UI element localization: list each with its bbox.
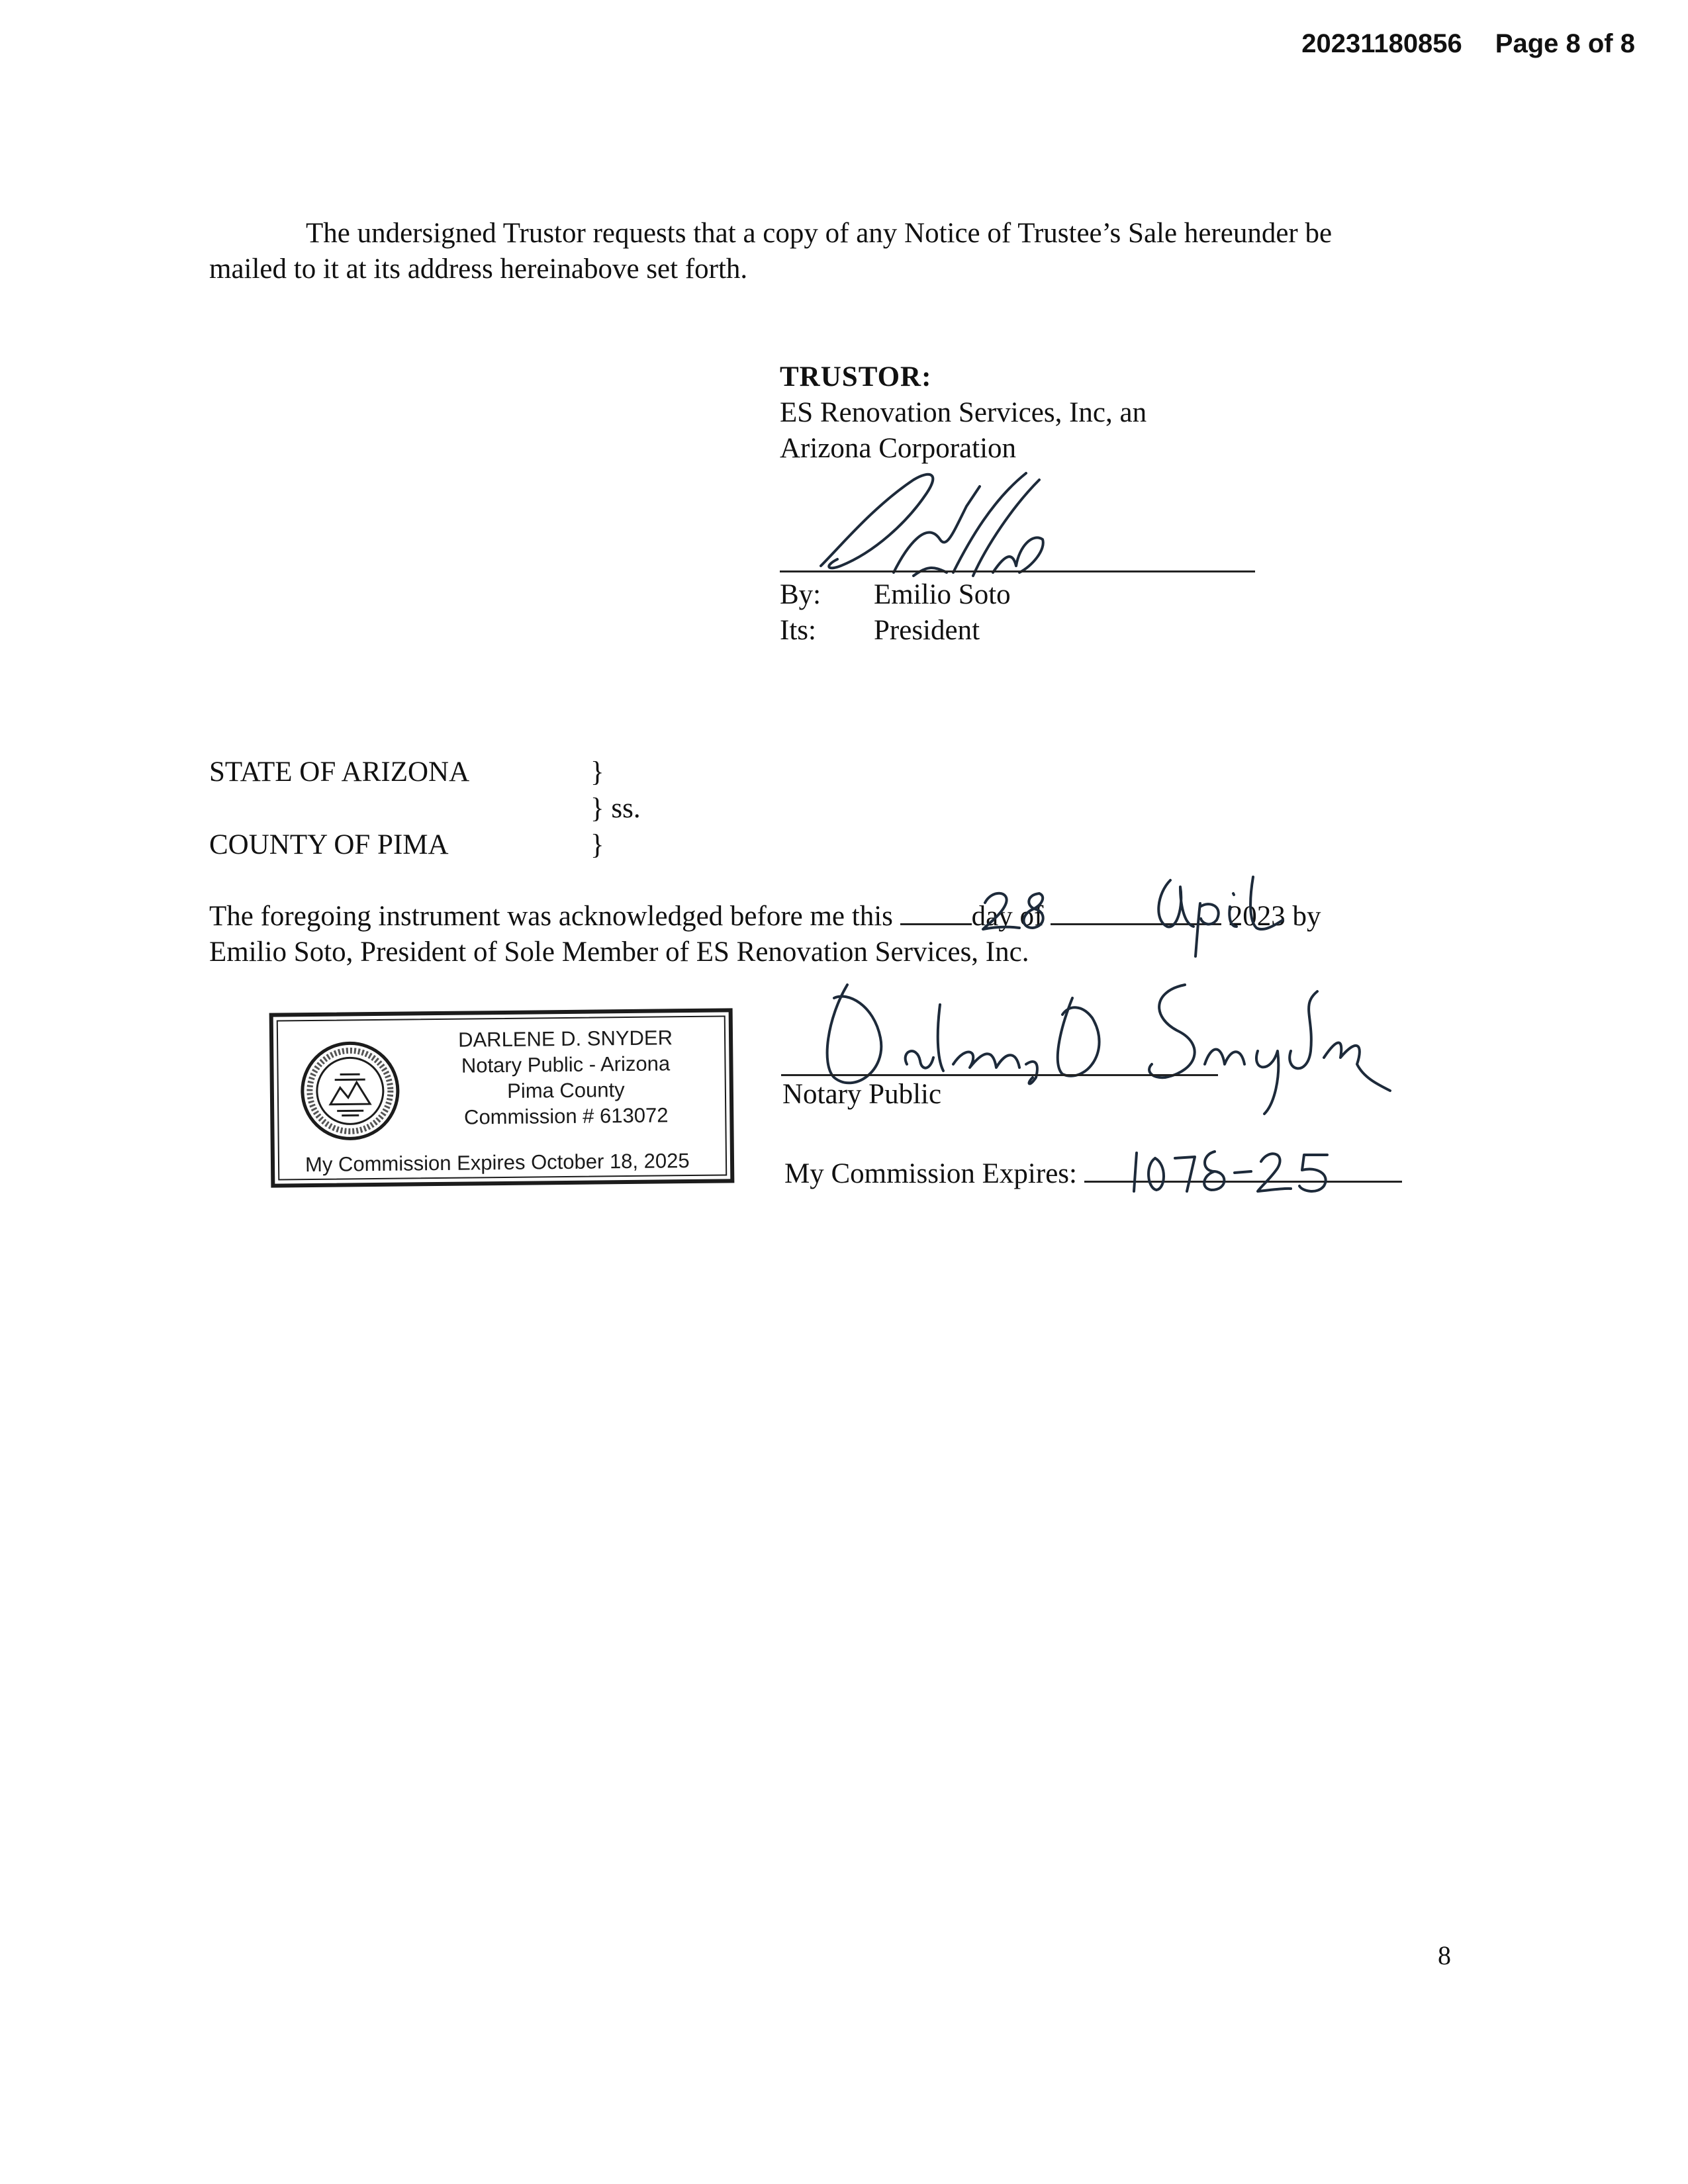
by-name: Emilio Soto (874, 579, 1011, 610)
state-label: STATE OF ARIZONA (209, 756, 470, 788)
stamp-name: DARLENE D. SNYDER (457, 1026, 673, 1052)
page-number: 8 (1438, 1940, 1451, 1970)
trustor-signature (814, 467, 1092, 579)
its-label: Its: (780, 615, 816, 646)
its-title: President (874, 615, 980, 646)
document-number: 20231180856 (1301, 29, 1462, 58)
ack-line-2: Emilio Soto, President of Sole Member of ES Renovation Services, Inc. (209, 936, 1029, 968)
notary-signature-line (781, 1074, 1218, 1076)
arizona-seal (300, 1041, 400, 1142)
request-line-1: The undersigned Trustor requests that a copy of any Notice of Trustee’s Sale hereunder be (306, 218, 1333, 249)
stamp-text (403, 1024, 729, 1130)
handwritten-expiration (1129, 1145, 1340, 1198)
brace-top: } (590, 756, 604, 788)
handwritten-day (980, 888, 1053, 934)
page-label: Page 8 of 8 (1495, 29, 1635, 58)
stamp-commission: Commission # 613072 (463, 1103, 669, 1129)
ack-part-2: day of (971, 901, 1044, 932)
brace-ss: } ss. (590, 793, 641, 824)
trustor-company-line-1: ES Renovation Services, Inc, an (780, 397, 1147, 428)
document-header (1301, 29, 1635, 59)
ack-part-1: The foregoing instrument was acknowledged before me this (209, 901, 893, 932)
handwritten-month (1150, 867, 1303, 960)
trustor-heading: TRUSTOR: (780, 361, 932, 392)
request-line-2: mailed to it at its address hereinabove set forth. (209, 253, 748, 285)
stamp-title: Notary Public - Arizona (461, 1052, 671, 1077)
request-paragraph (209, 216, 1467, 287)
venue-block (209, 754, 641, 864)
trustor-signatory (780, 577, 1011, 649)
by-label: By: (780, 579, 821, 610)
day-blank (900, 897, 972, 925)
ack-part-3: 2023 by (1228, 901, 1321, 932)
trustor-company-line-2: Arizona Corporation (780, 433, 1017, 464)
notary-public-label: Notary Public (782, 1079, 942, 1110)
trustor-signature-line (780, 570, 1255, 572)
commission-expires-label: My Commission Expires: (784, 1158, 1077, 1189)
brace-bottom: } (590, 829, 604, 860)
stamp-expires: My Commission Expires October 18, 2025 (305, 1149, 690, 1177)
county-label: COUNTY OF PIMA (209, 829, 449, 860)
notary-stamp (269, 1008, 735, 1187)
stamp-county: Pima County (506, 1078, 625, 1103)
trustor-block (780, 359, 1147, 467)
